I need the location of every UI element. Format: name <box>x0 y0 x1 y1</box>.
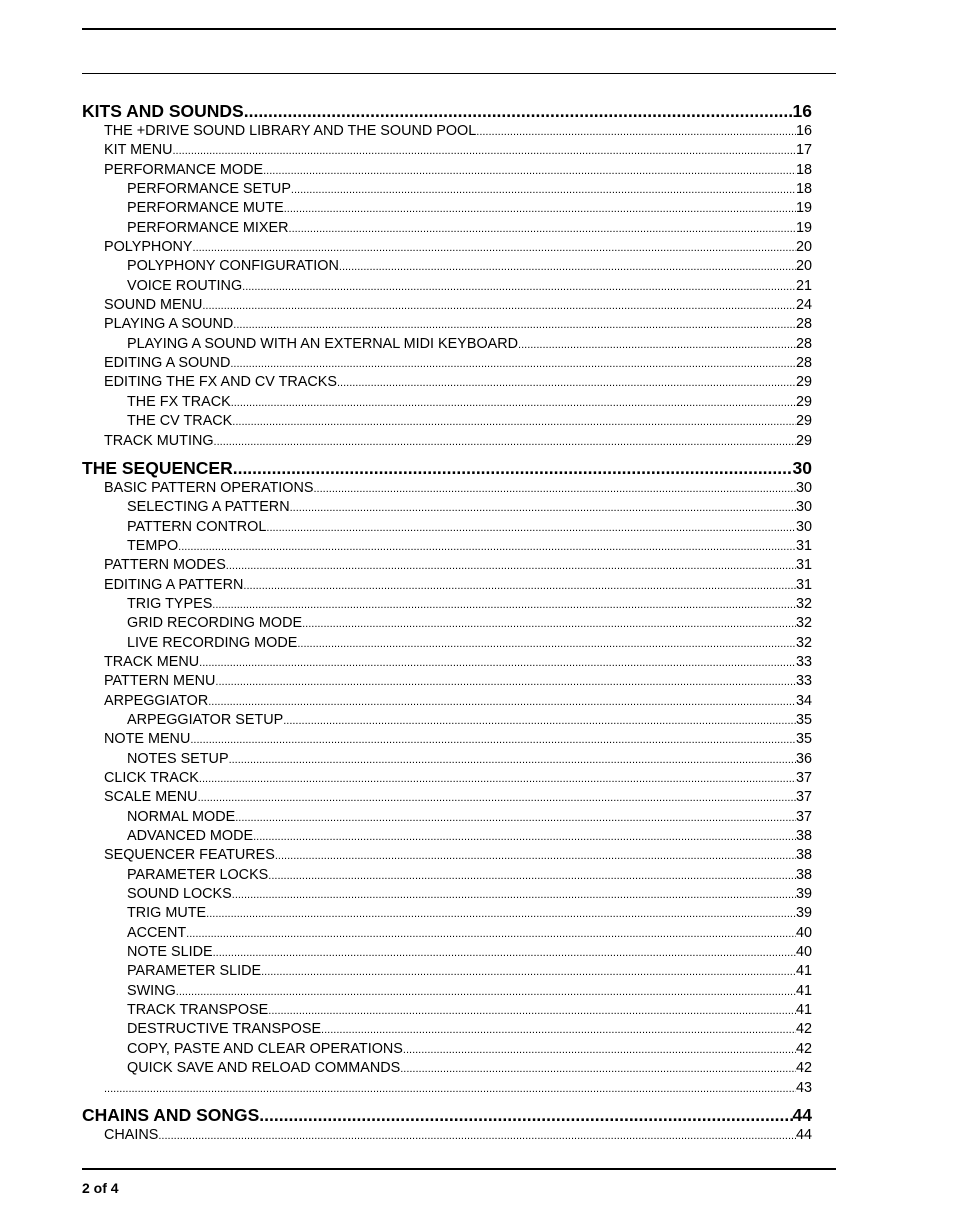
dot-leader <box>190 731 796 749</box>
dot-leader <box>244 100 793 122</box>
toc-entry-page: 28 <box>795 355 812 372</box>
dot-leader <box>403 1041 796 1059</box>
toc-entry-title: ACCENT <box>127 924 187 941</box>
toc-entry-page: 41 <box>795 963 812 980</box>
toc-entry-title: CHAINS <box>104 1126 159 1143</box>
toc-entry-title: NOTE SLIDE <box>127 944 213 961</box>
toc-entry-page: 39 <box>795 886 812 903</box>
dot-leader <box>263 162 796 180</box>
toc-entry-title: PATTERN CONTROL <box>127 518 267 535</box>
toc-entry-title: POLYPHONY CONFIGURATION <box>127 258 339 275</box>
toc-entry-page: 19 <box>795 200 812 217</box>
toc-subsection[interactable] <box>82 219 812 238</box>
toc-section[interactable] <box>82 730 812 749</box>
toc-entry-page: 36 <box>795 750 812 767</box>
toc-section[interactable] <box>82 1126 812 1145</box>
dot-leader <box>242 278 796 296</box>
toc-entry-page: 30 <box>795 479 812 496</box>
dot-leader <box>321 1021 796 1039</box>
toc-entry-title: GRID RECORDING MODE <box>127 615 303 632</box>
toc-entry-title: PLAYING A SOUND <box>104 316 234 333</box>
toc-entry-title: CLICK TRACK <box>104 770 199 786</box>
dot-leader <box>230 355 796 373</box>
toc-entry-title: THE SEQUENCER <box>82 457 233 478</box>
dot-leader <box>297 635 796 653</box>
dot-leader <box>400 1060 796 1078</box>
toc-entry-page: 42 <box>795 1021 812 1038</box>
dot-leader <box>214 433 796 451</box>
toc-entry-page: 38 <box>795 847 812 864</box>
toc-entry-page: 37 <box>795 808 812 825</box>
dot-leader <box>229 751 796 769</box>
header-rule-top <box>82 28 836 30</box>
toc-entry-title: ARPEGGIATOR SETUP <box>127 711 284 728</box>
toc-entry-title: NOTES SETUP <box>127 750 229 767</box>
toc-entry-page: 38 <box>795 828 812 845</box>
toc-subsection[interactable] <box>82 393 812 412</box>
toc-entry-title: LIVE RECORDING MODE <box>127 634 298 651</box>
toc-entry-title: TRIG MUTE <box>127 905 207 922</box>
toc-entry-page: 37 <box>795 770 812 786</box>
toc-entry-page: 32 <box>795 634 812 651</box>
toc-subsection[interactable] <box>82 962 812 981</box>
toc-entry-page: 16 <box>795 123 812 139</box>
dot-leader <box>206 905 796 923</box>
dot-leader <box>518 336 796 354</box>
toc-entry-title: PLAYING A SOUND WITH AN EXTERNAL MIDI KEYBOARD <box>127 335 519 352</box>
toc-section[interactable] <box>82 788 812 807</box>
dot-leader <box>289 220 796 238</box>
toc-entry-page: 18 <box>795 181 812 198</box>
toc-chapter[interactable] <box>82 1104 812 1126</box>
toc-entry-page: 17 <box>795 142 812 159</box>
toc-entry-title: PATTERN MENU <box>104 673 216 690</box>
toc-subsection[interactable] <box>82 199 812 218</box>
toc-entry-page: 18 <box>795 161 812 178</box>
toc-entry-title: TRACK MENU <box>104 653 200 670</box>
toc-section[interactable] <box>82 315 812 334</box>
toc-entry-title: EDITING A SOUND <box>104 355 231 372</box>
toc-entry-title: KITS AND SOUNDS <box>82 101 244 121</box>
toc-entry-title: VOICE ROUTING <box>127 277 243 294</box>
dot-leader <box>337 374 796 392</box>
dot-leader <box>199 770 796 788</box>
dot-leader <box>193 239 796 257</box>
toc-entry-title: SEQUENCER FEATURES <box>104 847 275 864</box>
toc-section[interactable] <box>82 161 812 180</box>
toc-entry-page: 41 <box>795 982 812 999</box>
toc-entry-page: 20 <box>795 239 812 256</box>
toc-entry-page: 41 <box>795 1002 812 1019</box>
toc-entry-page: 34 <box>795 692 812 709</box>
dot-leader <box>231 394 796 412</box>
toc-subsection[interactable] <box>82 1001 812 1020</box>
toc-subsection[interactable] <box>82 943 812 962</box>
toc-section[interactable] <box>82 373 812 392</box>
dot-leader <box>104 1080 796 1098</box>
table-of-contents <box>82 100 812 1145</box>
toc-subsection[interactable] <box>82 904 812 923</box>
toc-subsection[interactable] <box>82 711 812 730</box>
toc-entry-title: ARPEGGIATOR <box>104 692 209 709</box>
toc-entry-page: 28 <box>795 316 812 333</box>
toc-subsection[interactable] <box>82 257 812 276</box>
toc-entry-title: POLYPHONY <box>104 239 193 256</box>
dot-leader <box>233 316 796 334</box>
dot-leader <box>302 615 796 633</box>
toc-section[interactable] <box>82 141 812 160</box>
toc-entry-page: 33 <box>795 673 812 690</box>
toc-entry-page: 30 <box>795 518 812 535</box>
toc-entry-page: 35 <box>795 711 812 728</box>
toc-section[interactable] <box>82 122 812 141</box>
toc-entry-title: THE +DRIVE SOUND LIBRARY AND THE SOUND POOL <box>104 123 477 139</box>
toc-entry-page: 32 <box>795 595 812 612</box>
toc-section[interactable] <box>82 653 812 672</box>
toc-section[interactable] <box>82 846 812 865</box>
dot-leader <box>213 944 796 962</box>
toc-entry-page: 44 <box>792 1104 812 1125</box>
dot-leader <box>226 557 796 575</box>
toc-entry-page: 31 <box>795 537 812 554</box>
toc-subsection[interactable] <box>82 827 812 846</box>
toc-subsection[interactable] <box>82 518 812 537</box>
toc-entry-page: 42 <box>795 1060 812 1077</box>
toc-entry-page: 28 <box>795 335 812 352</box>
toc-entry-title: KIT MENU <box>104 142 173 159</box>
toc-entry-page: 35 <box>795 731 812 748</box>
toc-subsection[interactable] <box>82 1040 812 1059</box>
dot-leader <box>291 181 796 199</box>
dot-leader <box>314 480 796 498</box>
toc-subsection[interactable] <box>82 808 812 827</box>
dot-leader <box>253 828 796 846</box>
toc-entry-title: BASIC PATTERN OPERATIONS <box>104 479 314 496</box>
toc-entry-title: SOUND LOCKS <box>127 886 232 903</box>
toc-subsection[interactable] <box>82 614 812 633</box>
dot-leader <box>202 297 796 315</box>
toc-entry-title: SCALE MENU <box>104 789 198 806</box>
toc-entry-title: TEMPO <box>127 537 179 554</box>
dot-leader <box>339 258 796 276</box>
dot-leader <box>158 1127 796 1145</box>
toc-section[interactable] <box>82 692 812 711</box>
toc-entry-page: 16 <box>792 101 812 121</box>
toc-entry-page: 30 <box>795 499 812 516</box>
toc-entry-page: 19 <box>795 219 812 236</box>
toc-subsection[interactable] <box>82 750 812 769</box>
toc-subsection[interactable] <box>82 277 812 296</box>
toc-subsection[interactable] <box>82 537 812 556</box>
toc-section[interactable] <box>82 576 812 595</box>
toc-entry-page: 31 <box>795 557 812 574</box>
toc-entry-title: SELECTING A PATTERN <box>127 499 290 516</box>
dot-leader <box>199 654 796 672</box>
toc-entry-page: 29 <box>795 374 812 391</box>
toc-section[interactable] <box>82 479 812 498</box>
toc-subsection[interactable] <box>82 885 812 904</box>
toc-entry-title: PERFORMANCE MODE <box>104 161 264 178</box>
toc-entry-title: QUICK SAVE AND RELOAD COMMANDS <box>127 1060 401 1077</box>
toc-section[interactable] <box>82 432 812 451</box>
toc-entry-title: ADVANCED MODE <box>127 828 254 845</box>
toc-section[interactable] <box>82 769 812 788</box>
toc-entry-page: 31 <box>795 576 812 593</box>
toc-entry-title: PATTERN MODES <box>104 557 226 574</box>
dot-leader <box>212 596 796 614</box>
toc-entry-title: COPY, PASTE AND CLEAR OPERATIONS <box>127 1040 403 1057</box>
toc-entry-title: PERFORMANCE SETUP <box>127 181 291 198</box>
dot-leader <box>259 1104 792 1126</box>
toc-subsection[interactable] <box>82 1059 812 1078</box>
dot-leader <box>283 712 796 730</box>
toc-entry-page: 29 <box>795 393 812 410</box>
toc-entry-title: PERFORMANCE MUTE <box>127 200 284 217</box>
dot-leader <box>290 499 796 517</box>
toc-subsection[interactable] <box>82 924 812 943</box>
toc-chapter[interactable] <box>82 100 812 122</box>
dot-leader <box>266 519 796 537</box>
toc-entry-page: 29 <box>795 432 812 449</box>
toc-subsection[interactable] <box>82 335 812 354</box>
toc-section[interactable] <box>82 238 812 257</box>
toc-entry-title: THE CV TRACK <box>127 413 233 430</box>
dot-leader <box>215 673 796 691</box>
toc-section[interactable] <box>82 354 812 373</box>
dot-leader <box>476 123 796 141</box>
toc-subsection[interactable] <box>82 1020 812 1039</box>
toc-entry-title: TRACK MUTING <box>104 432 214 449</box>
dot-leader <box>235 809 796 827</box>
toc-entry-title: PARAMETER SLIDE <box>127 963 262 980</box>
toc-section[interactable] <box>82 556 812 575</box>
toc-entry-page: 33 <box>795 653 812 670</box>
toc-section[interactable] <box>82 1079 812 1098</box>
toc-subsection[interactable] <box>82 595 812 614</box>
dot-leader <box>176 983 796 1001</box>
toc-entry-page: 30 <box>792 457 812 478</box>
toc-entry-title: SWING <box>127 982 176 999</box>
toc-section[interactable] <box>82 296 812 315</box>
toc-subsection[interactable] <box>82 412 812 431</box>
toc-entry-page: 42 <box>795 1040 812 1057</box>
dot-leader <box>198 789 796 807</box>
toc-entry-page: 21 <box>795 277 812 294</box>
dot-leader <box>284 200 796 218</box>
dot-leader <box>186 925 796 943</box>
toc-subsection[interactable] <box>82 634 812 653</box>
toc-entry-page: 39 <box>795 905 812 922</box>
toc-entry-title: TRACK TRANSPOSE <box>127 1002 269 1019</box>
toc-entry-title: TRIG TYPES <box>127 595 213 612</box>
toc-entry-page: 40 <box>795 924 812 941</box>
dot-leader <box>232 413 796 431</box>
toc-entry-page: 32 <box>795 615 812 632</box>
dot-leader <box>275 847 796 865</box>
toc-chapter[interactable] <box>82 457 812 479</box>
toc-entry-page: 37 <box>795 789 812 806</box>
toc-section[interactable] <box>82 672 812 691</box>
footer-rule <box>82 1168 836 1170</box>
toc-entry-page: 44 <box>795 1126 812 1143</box>
toc-entry-title: NOTE MENU <box>104 731 191 748</box>
dot-leader <box>173 142 796 160</box>
toc-entry-title: EDITING A PATTERN <box>104 576 244 593</box>
toc-entry-page: 29 <box>795 413 812 430</box>
toc-entry-title: PERFORMANCE MIXER <box>127 219 289 236</box>
toc-entry-page: 40 <box>795 944 812 961</box>
toc-subsection[interactable] <box>82 498 812 517</box>
toc-entry-title: PARAMETER LOCKS <box>127 866 269 883</box>
toc-entry-page: 38 <box>795 866 812 883</box>
header-rule-bottom <box>82 73 836 74</box>
toc-entry-title: EDITING THE FX AND CV TRACKS <box>104 374 337 391</box>
page-number: 2 of 4 <box>82 1180 119 1196</box>
toc-entry-title: DESTRUCTIVE TRANSPOSE <box>127 1021 322 1038</box>
toc-entry-page: 20 <box>795 258 812 275</box>
dot-leader <box>268 867 796 885</box>
toc-entry-title: NORMAL MODE <box>127 808 236 825</box>
toc-subsection[interactable] <box>82 982 812 1001</box>
dot-leader <box>232 886 796 904</box>
dot-leader <box>268 1002 796 1020</box>
dot-leader <box>233 457 793 479</box>
toc-entry-page: 43 <box>795 1079 812 1096</box>
toc-entry-title: THE FX TRACK <box>127 393 231 410</box>
toc-subsection[interactable] <box>82 180 812 199</box>
dot-leader <box>178 538 796 556</box>
dot-leader <box>261 963 796 981</box>
dot-leader <box>243 577 796 595</box>
toc-entry-page: 24 <box>795 297 812 314</box>
toc-entry-title: CHAINS AND SONGS <box>82 1104 260 1125</box>
toc-subsection[interactable] <box>82 866 812 885</box>
dot-leader <box>208 693 796 711</box>
toc-entry-title: SOUND MENU <box>104 297 203 314</box>
